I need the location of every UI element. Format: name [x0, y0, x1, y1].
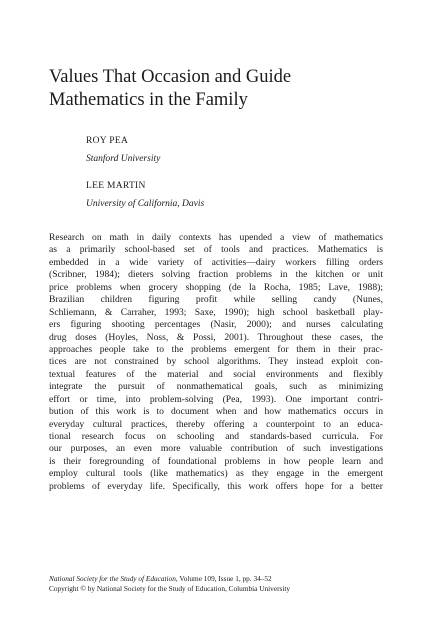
body-line: is their foregrounding of foundational problems in how people learn and	[49, 455, 383, 467]
author-name: LEE MARTIN	[86, 181, 146, 191]
copyright-line: Copyright © by National Society for the Study of Education, Columbia University	[49, 584, 291, 593]
author-block-1	[86, 135, 386, 166]
body-line: employ cultural tools (like mathematics) as they engage in the emergent	[49, 468, 383, 480]
body-paragraph	[49, 232, 383, 493]
author-name: ROY PEA	[86, 136, 129, 146]
body-line: textual features of the material and social environments and flexibly	[49, 368, 383, 380]
body-line: embedded in a wide variety of activities—dairy workers filling orders	[49, 256, 383, 268]
citation-line	[49, 574, 389, 584]
body-line: tional research focus on schooling and standards-based curricula. For	[49, 431, 383, 442]
author-affiliation: University of California, Davis	[86, 199, 205, 209]
body-line: price problems when grocery shopping (de la Rocha, 1985; Lave, 1988);	[49, 281, 383, 293]
body-line: approaches people take to the problems emergent for them in their prac-	[49, 343, 383, 355]
body-line: integrate the pursuit of nonmathematical goals, such as minimizing	[49, 381, 383, 393]
body-line: as a primarily school-based set of tools and practices. Mathematics is	[49, 244, 383, 256]
volume-issue-pages: , Volume 109, Issue 1, pp. 34–52	[175, 574, 272, 583]
page-footer	[49, 574, 389, 594]
body-line: Research on math in daily contexts has upended a view of mathematics	[49, 232, 383, 243]
body-line: ers figuring shooting percentages (Nasir, 2000); and nurses calculating	[49, 319, 383, 331]
author-affiliation: Stanford University	[86, 154, 161, 164]
body-line: Schliemann, & Carraher, 1993; Saxe, 1990); high school basketball play-	[49, 306, 383, 318]
article-title-line-1: Values That Occasion and Guide	[49, 67, 292, 87]
journal-name: National Society for the Study of Education	[49, 574, 176, 583]
article-title-line-2: Mathematics in the Family	[49, 90, 248, 110]
body-line: bution of this work is to document when and how mathematics occurs in	[49, 406, 383, 418]
author-block-2	[86, 180, 386, 211]
body-line: tices are not constrained by school algorithms. They instead exploit con-	[49, 356, 383, 368]
body-line: Brazilian children figuring profit while selling candy (Nunes,	[49, 294, 383, 306]
article-title	[49, 66, 389, 112]
body-line: drug doses (Hoyles, Noss, & Possi, 2001). Throughout these cases, the	[49, 331, 383, 343]
body-line: everyday cultural practices, thereby offering a counterpoint to an educa-	[49, 418, 383, 430]
body-line: (Scribner, 1984); dieters solving fraction problems in the kitchen or unit	[49, 269, 383, 281]
body-line: our purposes, an even more valuable contribution of such investigations	[49, 443, 383, 455]
body-line: problems of everyday life. Specifically, this work offers hope for a better	[49, 480, 383, 492]
body-line: effort or time, into problem-solving (Pea, 1993). One important contri-	[49, 393, 383, 405]
